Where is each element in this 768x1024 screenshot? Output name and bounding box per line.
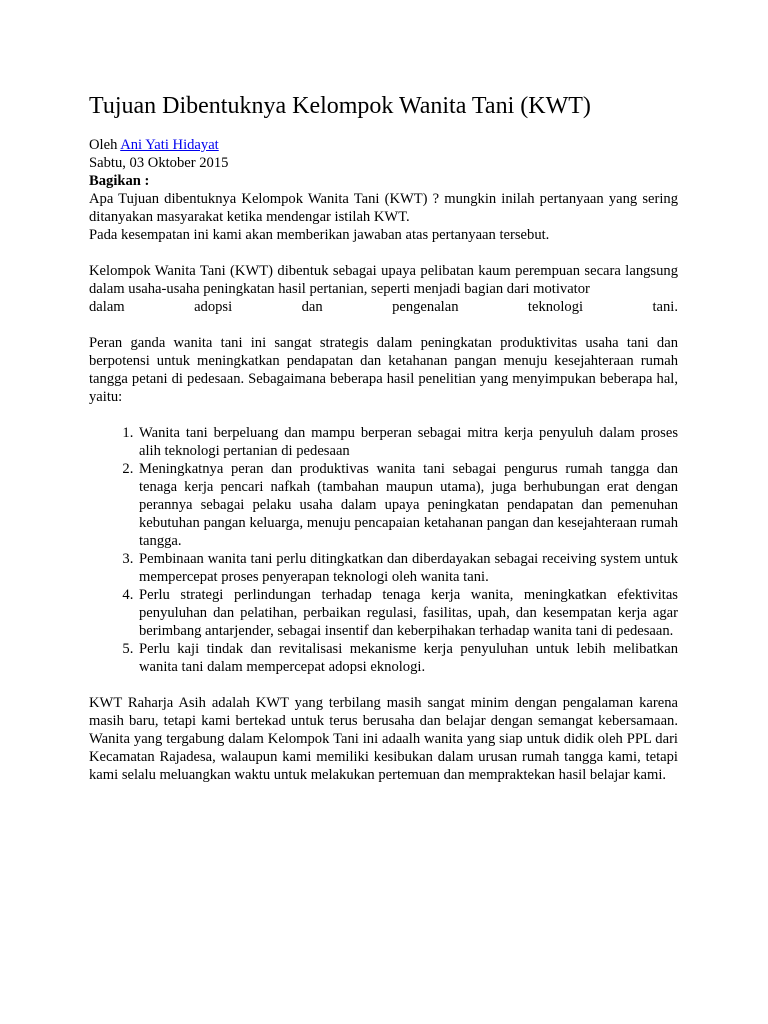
- intro-paragraph-1: Apa Tujuan dibentuknya Kelompok Wanita Tani (KWT) ? mungkin inilah pertanyaan yang sering ditanyakan masyarakat ketika mendengar istilah KWT.: [89, 191, 678, 225]
- list-item: 3. Pembinaan wanita tani perlu ditingkatkan dan diberdayakan sebagai receiving system untuk mempercepat proses penyerapan teknologi oleh wanita tani.: [137, 550, 678, 586]
- paragraph-kwt-raharja-asih: KWT Raharja Asih adalah KWT yang terbilang masih sangat minim dengan pengalaman karena masih baru, tetapi kami bertekad untuk terus berusaha dan belajar dengan semangat kebersamaan. Wanita yang tergabung dalam Kelompok Tani ini adaalh wanita yang siap untuk didik oleh PPL dari Kecamatan Rajadesa, walaupun kami memiliki kesibukan dalam urusan rumah tangga kami, tetapi kami selalu meluangkan waktu untuk melakukan pertemuan dan mempraktekan hasil belajar kami.: [89, 695, 678, 783]
- author-link[interactable]: Ani Yati Hidayat: [120, 137, 219, 153]
- list-item: 4. Perlu strategi perlindungan terhadap tenaga kerja wanita, meningkatkan efektivitas penyuluhan dan pelatihan, perbaikan regulasi, fasilitas, upah, dan kesempatan kerja agar berimbang antarjender, sebagai insentif dan keberpihakan terhadap wanita tani di pedesaan.: [137, 586, 678, 640]
- share-label: Bagikan :: [89, 173, 150, 189]
- list-item: 1. Wanita tani berpeluang dan mampu berperan sebagai mitra kerja penyuluh dalam proses alih teknologi pertanian di pedesaan: [137, 424, 678, 460]
- article-body: [89, 136, 678, 784]
- list-item: 2. Meningkatnya peran dan produktivas wanita tani sebagai pengurus rumah tangga dan tenaga kerja pencari nafkah (tambahan maupun utama), juga berhubungan erat dengan perannya sebagai pelaku usaha dalam upaya peningkatan pendapatan dan pemenuhan kebutuhan pangan keluarga, menuju pencapaian ketahanan pangan dan kesejahteraan rumah tangga.: [137, 460, 678, 550]
- paragraph-kwt-formation-tail: dalam adopsi dan pengenalan teknologi tani.: [89, 299, 678, 315]
- byline: [89, 136, 678, 154]
- publish-date: Sabtu, 03 Oktober 2015: [89, 155, 229, 171]
- list-item: 5. Perlu kaji tindak dan revitalisasi mekanisme kerja penyuluhan untuk lebih melibatkan wanita tani dalam mempercepat adopsi eknologi.: [137, 640, 678, 676]
- paragraph-kwt-formation: [89, 262, 678, 298]
- byline-prefix: Oleh: [89, 137, 118, 153]
- findings-list: [89, 424, 678, 676]
- article-title: Tujuan Dibentuknya Kelompok Wanita Tani (KWT): [89, 93, 591, 119]
- paragraph-kwt-formation-main: Kelompok Wanita Tani (KWT) dibentuk sebagai upaya pelibatan kaum perempuan secara langsung dalam usaha-usaha peningkatan hasil pertanian, seperti menjadi bagian dari motivator: [89, 263, 678, 297]
- paragraph-dual-role: Peran ganda wanita tani ini sangat strategis dalam peningkatan produktivitas usaha tani dan berpotensi untuk meningkatkan pendapatan dan ketahanan pangan menuju kesejahteraan rumah tangga petani di pedesaan. Sebagaimana beberapa hasil penelitian yang menyimpukan beberapa hal, yaitu:: [89, 335, 678, 405]
- intro-paragraph-2: Pada kesempatan ini kami akan memberikan jawaban atas pertanyaan tersebut.: [89, 227, 550, 243]
